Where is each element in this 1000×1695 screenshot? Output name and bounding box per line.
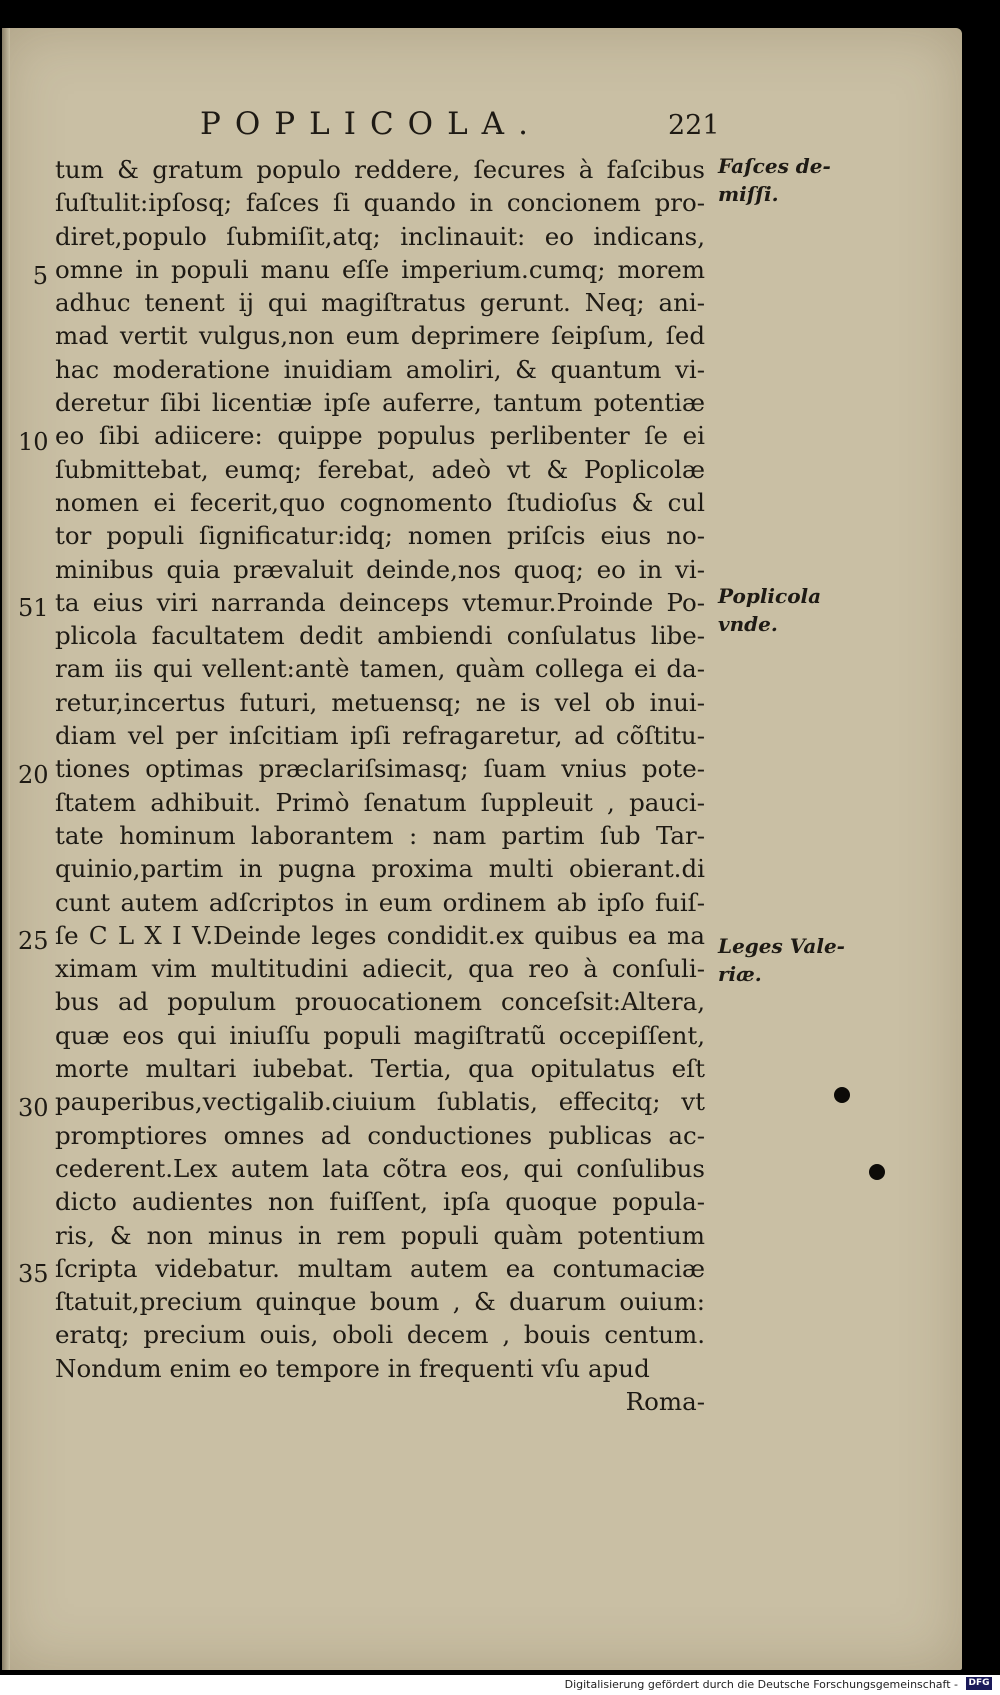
marginal-note-line: vnde.	[718, 612, 778, 636]
text-line: omne in populi manu eſſe imperium.cumq; morem	[55, 254, 705, 284]
text-line: ſubmittebat, eumq; ferebat, adeò vt & Poplicolæ	[55, 454, 705, 484]
text-line: pauperibus,vectigalib.ciuium ſublatis, effecitq; vt	[55, 1087, 705, 1117]
line-number: 5	[32, 262, 48, 290]
text-line: tiones optimas præclariſsimasq; ſuam vnius pote-	[55, 754, 705, 784]
marginal-note-leges	[718, 932, 845, 988]
text-line: retur,incertus futuri, metuensq; ne is vel ob inui-	[55, 687, 705, 717]
ink-spot	[834, 1087, 850, 1103]
text-line: ximam vim multitudini adiecit, qua reo à conſuli-	[55, 954, 705, 984]
marginal-note-line: Poplicola	[718, 584, 822, 608]
text-line: nomen ei fecerit,quo cognomento ſtudioſus & cul	[55, 487, 705, 517]
marginal-note-line: Faſces de-	[718, 154, 831, 178]
body-text	[55, 153, 705, 1418]
text-line: ſtatuit,precium quinque boum , & duarum ouium:	[55, 1287, 705, 1317]
marginal-note-line: Leges Vale-	[718, 934, 845, 958]
text-line: cederent.Lex autem lata cõtra eos, qui conſulibus	[55, 1153, 705, 1183]
marginal-note-fasces	[718, 152, 831, 208]
text-line: eratq; precium ouis, oboli decem , bouis centum.	[55, 1320, 705, 1350]
text-line: ris, & non minus in rem populi quàm potentium	[55, 1220, 705, 1250]
text-line: adhuc tenent ij qui magiſtratus gerunt. Neq; ani-	[55, 288, 705, 318]
running-head: POPLICOLA.	[200, 106, 542, 142]
text-line: ſuſtulit:ipſosq; faſces ſi quando in concionem pro-	[55, 188, 705, 218]
text-line: ram iis qui vellent:antè tamen, quàm collega ei da-	[55, 654, 705, 684]
text-line: promptiores omnes ad conductiones publicas ac-	[55, 1120, 705, 1150]
text-line: Nondum enim eo tempore in frequenti vſu apud	[55, 1353, 650, 1383]
marginal-note-line: riæ.	[718, 962, 762, 986]
page-gutter-shadow	[2, 28, 10, 1670]
text-line: diam vel per inſcitiam ipſi refragaretur, ad cõſtitu-	[55, 721, 705, 751]
text-line: quæ eos qui iniuſſu populi magiſtratũ occepiſſent,	[55, 1020, 705, 1050]
text-line: ſcripta videbatur. multam autem ea contumaciæ	[55, 1253, 705, 1283]
footer-credit: Digitalisierung gefördert durch die Deutsche Forschungsgemeinschaft -	[564, 1678, 958, 1691]
text-line: deretur ſibi licentiæ ipſe auferre, tantum potentiæ	[55, 388, 705, 418]
text-line: hac moderatione inuidiam amoliri, & quantum vi-	[55, 354, 705, 384]
text-line: plicola facultatem dedit ambiendi conſulatus libe-	[55, 621, 705, 651]
line-number: 35	[18, 1260, 49, 1288]
line-number: 30	[18, 1094, 49, 1122]
text-line: diret,populo ſubmiſit,atq; inclinauit: eo indicans,	[55, 221, 705, 251]
text-line: dicto audientes non fuiſſent, ipſa quoque popula-	[55, 1187, 705, 1217]
text-line: tum & gratum populo reddere, ſecures à faſcibus	[55, 155, 705, 184]
line-number: 51	[18, 594, 49, 622]
ink-spot	[869, 1164, 885, 1180]
page-number: 221	[668, 110, 720, 141]
text-line: morte multari iubebat. Tertia, qua opitulatus eſt	[55, 1054, 705, 1084]
text-line: tate hominum laborantem : nam partim ſub Tar-	[55, 820, 705, 850]
text-line: ſtatem adhibuit. Primò ſenatum ſuppleuit , pauci-	[55, 787, 705, 817]
text-line: ta eius viri narranda deinceps vtemur.Proinde Po-	[55, 587, 705, 617]
line-number: 10	[18, 428, 49, 456]
text-line: mad vertit vulgus,non eum deprimere ſeipſum, ſed	[55, 321, 705, 351]
text-line: tor populi ſignificatur:idq; nomen priſcis eius no-	[55, 521, 705, 551]
text-line: bus ad populum prouocationem conceſsit:Altera,	[55, 987, 705, 1017]
marginal-note-poplicola	[718, 582, 821, 638]
marginal-note-line: miſſi.	[718, 182, 779, 206]
catchword: Roma-	[625, 1386, 705, 1416]
text-line: quinio,partim in pugna proxima multi obierant.di	[55, 854, 705, 884]
text-line: eo ſibi adiicere: quippe populus perlibenter ſe ei	[55, 421, 705, 451]
line-number: 20	[18, 761, 49, 789]
text-line: minibus quia prævaluit deinde,nos quoq; eo in vi-	[55, 554, 705, 584]
text-line: cunt autem adſcriptos in eum ordinem ab ipſo fuiſ-	[55, 887, 705, 917]
text-line: ſe C L X I V.Deinde leges condidit.ex quibus ea ma	[55, 920, 705, 950]
line-number: 25	[18, 927, 49, 955]
dfg-logo: DFG	[966, 1677, 992, 1690]
